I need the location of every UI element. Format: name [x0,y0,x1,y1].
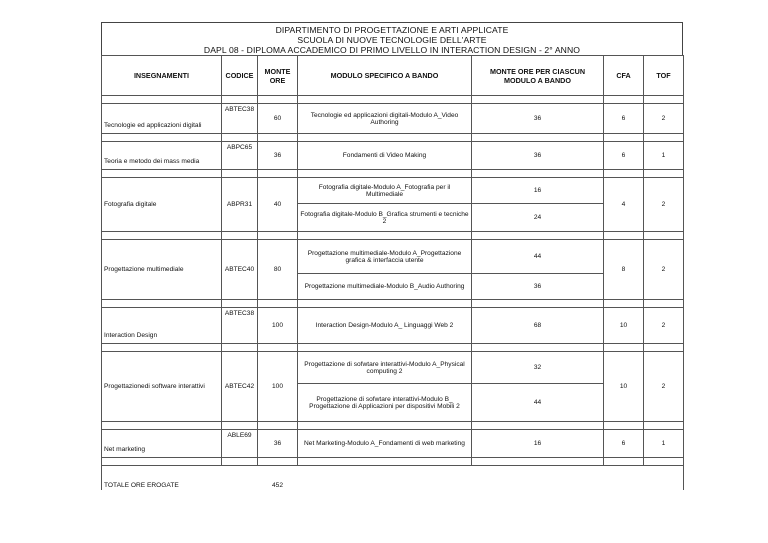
table-row [102,240,684,274]
table-row [102,142,684,170]
course-hours: 36 [258,142,298,170]
spacer-row [102,458,684,466]
table-row [102,104,684,134]
module-hours: 36 [472,274,604,300]
spacer-row [102,134,684,142]
spacer-cell [222,422,258,430]
spacer-cell [604,300,644,308]
spacer-cell [472,458,604,466]
spacer-cell [604,134,644,142]
module-hours: 24 [472,204,604,232]
spacer-cell [298,344,472,352]
spacer-cell [644,458,684,466]
totals-blank [222,466,258,490]
spacer-cell [222,170,258,178]
totals-label: TOTALE ORE EROGATE [102,466,222,490]
module-hours: 68 [472,308,604,344]
spacer-cell [644,422,684,430]
course-name: Net marketing [102,430,222,458]
col-header-modulo: MODULO SPECIFICO A BANDO [298,56,472,96]
spacer-cell [644,170,684,178]
spacer-cell [604,422,644,430]
course-tof: 2 [644,178,684,232]
course-cfa: 4 [604,178,644,232]
spacer-cell [258,300,298,308]
spacer-cell [298,170,472,178]
spacer-cell [644,134,684,142]
col-header-monte-ore-modulo: MONTE ORE PER CIASCUN MODULO A BANDO [472,56,604,96]
spacer-cell [472,300,604,308]
spacer-row [102,300,684,308]
spacer-cell [604,344,644,352]
course-tof: 2 [644,104,684,134]
spacer-cell [258,134,298,142]
school-title: SCUOLA DI NUOVE TECNOLOGIE DELL'ARTE [297,35,487,45]
table-header-row [102,56,684,96]
spacer-cell [298,300,472,308]
col-header-cfa: CFA [604,56,644,96]
course-cfa: 6 [604,104,644,134]
course-name: Tecnologie ed applicazioni digitali [102,104,222,134]
spacer-cell [102,134,222,142]
module-title: Fotografia digitale-Modulo B_Grafica strumenti e tecniche 2 [298,204,472,232]
spacer-cell [604,170,644,178]
course-hours: 100 [258,352,298,422]
spacer-cell [258,422,298,430]
col-header-insegnamenti: INSEGNAMENTI [102,56,222,96]
spacer-cell [102,232,222,240]
col-header-codice: CODICE [222,56,258,96]
spacer-cell [472,232,604,240]
spacer-cell [258,232,298,240]
spacer-cell [644,344,684,352]
spacer-cell [258,458,298,466]
module-hours: 44 [472,384,604,422]
spacer-cell [102,96,222,104]
module-hours: 16 [472,178,604,204]
course-hours: 60 [258,104,298,134]
totals-row [102,466,684,490]
module-hours: 36 [472,142,604,170]
spacer-cell [472,96,604,104]
spacer-cell [298,458,472,466]
course-cfa: 6 [604,142,644,170]
spacer-row [102,232,684,240]
spacer-cell [298,96,472,104]
course-name: Teoria e metodo dei mass media [102,142,222,170]
course-name: Fotografia digitale [102,178,222,232]
spacer-cell [604,96,644,104]
course-hours: 36 [258,430,298,458]
module-title: Fotografia digitale-Modulo A_Fotografia per il Multimediale [298,178,472,204]
spacer-cell [644,300,684,308]
spacer-cell [258,96,298,104]
course-tof: 2 [644,352,684,422]
course-cfa: 6 [604,430,644,458]
spacer-row [102,170,684,178]
module-title: Progettazione di sofwtare interattivi-Modulo B_ Progettazione di Applicazioni per dispositivi Mobili 2 [298,384,472,422]
spacer-row [102,96,684,104]
spacer-cell [102,458,222,466]
course-tof: 2 [644,308,684,344]
spacer-cell [222,344,258,352]
course-code: ABLE69 [222,430,258,458]
course-name: Interaction Design [102,308,222,344]
spacer-cell [222,96,258,104]
spacer-cell [472,134,604,142]
course-hours: 100 [258,308,298,344]
spacer-cell [222,134,258,142]
spacer-row [102,344,684,352]
course-name: Progettazione multimediale [102,240,222,300]
spacer-cell [222,232,258,240]
module-hours: 36 [472,104,604,134]
module-title: Progettazione di sofwtare interattivi-Modulo A_Physical computing 2 [298,352,472,384]
diploma-title: DAPL 08 - DIPLOMA ACCADEMICO DI PRIMO LIVELLO IN INTERACTION DESIGN - 2° ANNO [203,45,581,55]
course-tof: 1 [644,430,684,458]
spacer-cell [472,170,604,178]
col-header-tof: TOF [644,56,684,96]
module-title: Progettazione multimediale-Modulo B_Audio Authoring [298,274,472,300]
course-hours: 40 [258,178,298,232]
table-row [102,352,684,384]
curriculum-document [101,22,683,490]
spacer-cell [258,170,298,178]
module-title: Fondamenti di Video Making [298,142,472,170]
course-tof: 2 [644,240,684,300]
course-cfa: 8 [604,240,644,300]
document-header [101,22,683,55]
spacer-cell [472,422,604,430]
module-hours: 16 [472,430,604,458]
table-row [102,178,684,204]
spacer-cell [102,170,222,178]
course-code: ABTEC38 [222,308,258,344]
spacer-row [102,422,684,430]
course-code: ABPC65 [222,142,258,170]
module-hours: 44 [472,240,604,274]
totals-blank [298,466,684,490]
spacer-cell [298,134,472,142]
course-name: Progettazionedi software interattivi [102,352,222,422]
course-hours: 80 [258,240,298,300]
spacer-cell [102,422,222,430]
table-row [102,308,684,344]
spacer-cell [644,232,684,240]
spacer-cell [298,232,472,240]
table-row [102,430,684,458]
module-hours: 32 [472,352,604,384]
course-code: ABPR31 [222,178,258,232]
spacer-cell [222,458,258,466]
courses-table [101,55,684,490]
course-cfa: 10 [604,308,644,344]
spacer-cell [604,458,644,466]
course-code: ABTEC38 [222,104,258,134]
spacer-cell [604,232,644,240]
module-title: Tecnologie ed applicazioni digitali-Modulo A_Video Authoring [298,104,472,134]
spacer-cell [258,344,298,352]
spacer-cell [102,300,222,308]
col-header-monte-ore: MONTE ORE [258,56,298,96]
spacer-cell [644,96,684,104]
spacer-cell [222,300,258,308]
course-code: ABTEC40 [222,240,258,300]
spacer-cell [102,344,222,352]
spacer-cell [472,344,604,352]
module-title: Interaction Design-Modulo A_ Linguaggi Web 2 [298,308,472,344]
spacer-cell [298,422,472,430]
department-title: DIPARTIMENTO DI PROGETTAZIONE E ARTI APPLICATE [275,25,509,35]
module-title: Net Marketing-Modulo A_Fondamenti di web marketing [298,430,472,458]
course-tof: 1 [644,142,684,170]
module-title: Progettazione multimediale-Modulo A_Progettazione grafica & interfaccia utente [298,240,472,274]
totals-hours: 452 [258,466,298,490]
course-cfa: 10 [604,352,644,422]
course-code: ABTEC42 [222,352,258,422]
